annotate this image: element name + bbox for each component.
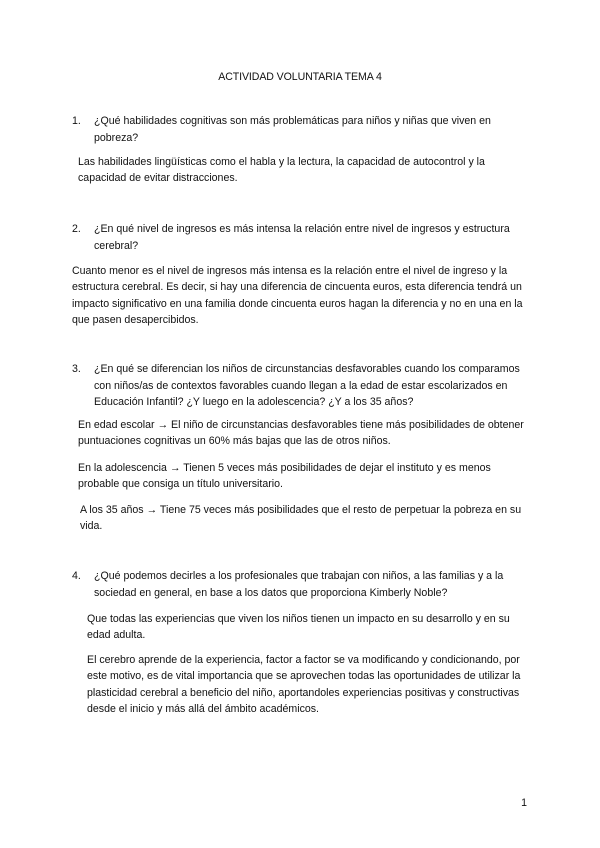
- question-text: ¿Qué habilidades cognitivas son más problemáticas para niños y niñas que viven en pobreza?: [94, 115, 491, 144]
- answer-4-brain: El cerebro aprende de la experiencia, factor a factor se va modificando y condicionando, por este motivo, es de vital importancia que se aprovechen todas las oportunidades de utilizar la plasticidad cerebral a beneficio del niño, aportandoles experiencias positivas y constructivas desde el inicio y más allá del ámbito académicos.: [87, 654, 521, 716]
- question-4: [72, 568, 532, 601]
- question-text: ¿En qué se diferencian los niños de circunstancias desfavorables cuando los comparamos con niños/as de contextos favorables cuando llegan a la edad de estar escolarizados en Educación Infantil? ¿Y luego en la adolescencia? ¿Y a los 35 años?: [94, 363, 520, 408]
- question-number: 4.: [72, 570, 81, 582]
- answer-3-adolescence: En la adolescencia → Tienen 5 veces más posibilidades de dejar el instituto y es menos probable que consiga un título universitario.: [78, 462, 491, 491]
- question-2: [72, 221, 532, 254]
- answer-3-age-35: A los 35 años → Tiene 75 veces más posibilidades que el resto de perpetuar la pobreza en su vida.: [80, 504, 522, 533]
- document-title: ACTIVIDAD VOLUNTARIA TEMA 4: [218, 71, 382, 83]
- answer-2: Cuanto menor es el nivel de ingresos más intensa es la relación entre el nivel de ingreso y la estructura cerebral. Es decir, si hay una diferencia de cincuenta euros, esta diferencia tendrá un impacto significativo en una familia donde cincuenta euros hagan la diferencia y no en una en la que pasen desapercibidos.: [72, 265, 523, 327]
- question-1: [72, 113, 532, 146]
- question-number: 2.: [72, 223, 81, 235]
- answer-3-school: En edad escolar → El niño de circunstancias desfavorables tiene más posibilidades de obtener puntuaciones cognitivas un 60% más bajas que las de otros niños.: [78, 419, 524, 448]
- question-text: ¿En qué nivel de ingresos es más intensa la relación entre nivel de ingresos y estructura cerebral?: [94, 223, 510, 252]
- question-number: 3.: [72, 363, 81, 375]
- answer-4-experiences: Que todas las experiencias que viven los niños tienen un impacto en su desarrollo y en su edad adulta.: [87, 613, 510, 642]
- question-text: ¿Qué podemos decirles a los profesionales que trabajan con niños, a las familias y a la sociedad en general, en base a los datos que proporciona Kimberly Noble?: [94, 570, 504, 599]
- answer-1: Las habilidades lingüísticas como el habla y la lectura, la capacidad de autocontrol y la capacidad de evitar distracciones.: [78, 156, 485, 185]
- question-3: [72, 361, 532, 411]
- question-number: 1.: [72, 115, 81, 127]
- page-number: 1: [521, 797, 527, 809]
